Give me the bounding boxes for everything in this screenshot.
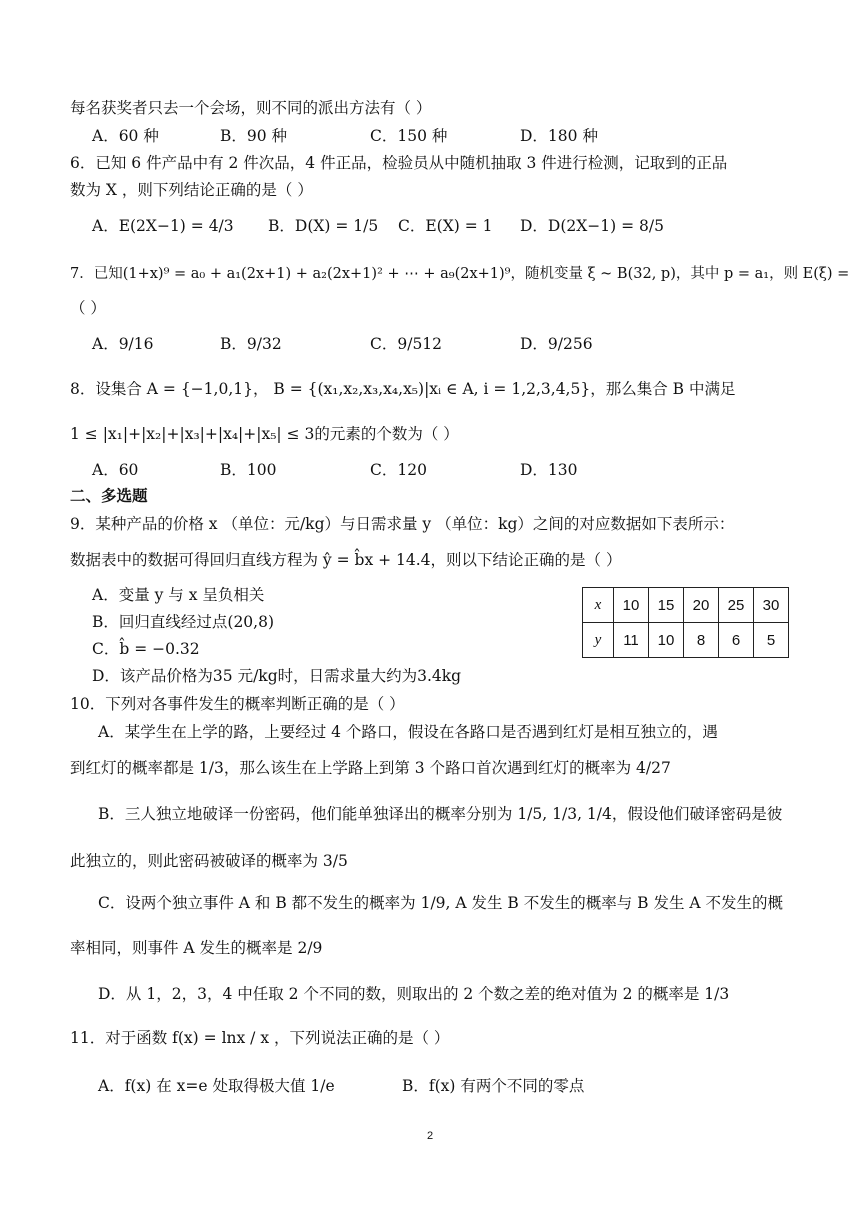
q6-option-c: C．E(X) = 1 xyxy=(398,217,493,235)
q8-option-c: C．120 xyxy=(370,461,427,479)
q7-option-b: B．9/32 xyxy=(220,335,282,353)
page-number: 2 xyxy=(426,1130,434,1142)
section-heading-multi-choice: 二、多选题 xyxy=(70,486,148,505)
q6-option-a: A．E(2X−1) = 4/3 xyxy=(92,217,234,235)
q11-option-b: B．f(x) 有两个不同的零点 xyxy=(402,1077,585,1095)
price-demand-table xyxy=(582,587,789,658)
q10-option-c-1: C．设两个独立事件 A 和 B 都不发生的概率为 1/9, A 发生 B 不发生的概率与 B 发生 A 不发生的概 xyxy=(98,894,784,912)
q9-option-c: C．b̂ = −0.32 xyxy=(92,640,200,658)
q7-stem-2: （ ） xyxy=(70,299,106,317)
q10-option-a-2: 到红灯的概率都是 1/3，那么该生在上学路上到第 3 个路口首次遇到红灯的概率为 4/27 xyxy=(70,759,671,777)
q5-stem-tail: 每名获奖者只去一个会场，则不同的派出方法有（ ） xyxy=(70,99,432,117)
q8-option-d: D．130 xyxy=(520,461,578,479)
q11-option-a: A．f(x) 在 x=e 处取得极大值 1/e xyxy=(98,1077,335,1095)
q5-option-b: B．90 种 xyxy=(220,127,288,145)
q6-option-b: B．D(X) = 1/5 xyxy=(268,217,379,235)
q8-option-b: B．100 xyxy=(220,461,277,479)
q10-option-d: D．从 1，2，3，4 中任取 2 个不同的数，则取出的 2 个数之差的绝对值为 2 的概率是 1/3 xyxy=(98,985,730,1003)
q8-option-a: A．60 xyxy=(92,461,139,479)
q5-option-a: A．60 种 xyxy=(92,127,159,145)
q10-option-c-2: 率相同，则事件 A 发生的概率是 2/9 xyxy=(70,939,323,957)
q9-stem-1: 9．某种产品的价格 x （单位：元/kg）与日需求量 y （单位：kg）之间的对应数据如下表所示： xyxy=(70,515,735,533)
table-cell: 6 xyxy=(719,623,754,658)
q6-stem-2: 数为 X ，则下列结论正确的是（ ） xyxy=(70,181,313,199)
q9-option-d: D．该产品价格为35 元/kg时，日需求量大约为3.4kg xyxy=(92,667,462,685)
q5-option-c: C．150 种 xyxy=(370,127,448,145)
q9-option-a: A．变量 y 与 x 呈负相关 xyxy=(92,586,265,604)
table-cell: 8 xyxy=(684,623,719,658)
q5-option-d: D．180 种 xyxy=(520,127,598,145)
table-header-y: y xyxy=(583,623,614,658)
q10-option-b-1: B．三人独立地破译一份密码，他们能单独译出的概率分别为 1/5, 1/3, 1/4，假设他们破译密码是彼 xyxy=(98,805,783,823)
q10-option-a-1: A．某学生在上学的路，上要经过 4 个路口，假设在各路口是否遇到红灯是相互独立的，遇 xyxy=(98,723,718,741)
table-row-x xyxy=(583,588,789,623)
table-cell: 25 xyxy=(719,588,754,623)
q6-stem-1: 6．已知 6 件产品中有 2 件次品，4 件正品，检验员从中随机抽取 3 件进行检测，记取到的正品 xyxy=(70,154,728,172)
table-cell: 10 xyxy=(614,588,649,623)
q9-stem-2: 数据表中的数据可得回归直线方程为 ŷ = b̂x + 14.4，则以下结论正确的是（ ） xyxy=(70,551,622,569)
table-cell: 15 xyxy=(649,588,684,623)
q8-stem-1: 8．设集合 A = {−1,0,1}， B = {(x₁,x₂,x₃,x₄,x₅)|xᵢ ∈ A, i = 1,2,3,4,5}，那么集合 B 中满足 xyxy=(70,380,736,398)
table-cell: 11 xyxy=(614,623,649,658)
q9-option-b: B．回归直线经过点(20,8) xyxy=(92,613,274,631)
table-cell: 5 xyxy=(754,623,789,658)
q7-option-c: C．9/512 xyxy=(370,335,443,353)
table-row-y xyxy=(583,623,789,658)
q10-stem: 10．下列对各事件发生的概率判断正确的是（ ） xyxy=(70,695,405,713)
q7-option-a: A．9/16 xyxy=(92,335,154,353)
q6-option-d: D．D(2X−1) = 8/5 xyxy=(520,217,664,235)
q10-option-b-2: 此独立的，则此密码被破译的概率为 3/5 xyxy=(70,852,348,870)
table-cell: 10 xyxy=(649,623,684,658)
q7-option-d: D．9/256 xyxy=(520,335,593,353)
q8-stem-2: 1 ≤ |x₁|+|x₂|+|x₃|+|x₄|+|x₅| ≤ 3的元素的个数为（ ） xyxy=(70,425,459,443)
q11-stem: 11．对于函数 f(x) = lnx / x ，下列说法正确的是（ ） xyxy=(70,1029,450,1047)
table-header-x: x xyxy=(583,588,614,623)
q7-stem-1: 7．已知(1+x)⁹ = a₀ + a₁(2x+1) + a₂(2x+1)² + ⋯ + a₉(2x+1)⁹，随机变量 ξ ~ B(32, p)，其中 p = a₁，则 E(ξ) = xyxy=(70,266,850,282)
table-cell: 30 xyxy=(754,588,789,623)
table-cell: 20 xyxy=(684,588,719,623)
